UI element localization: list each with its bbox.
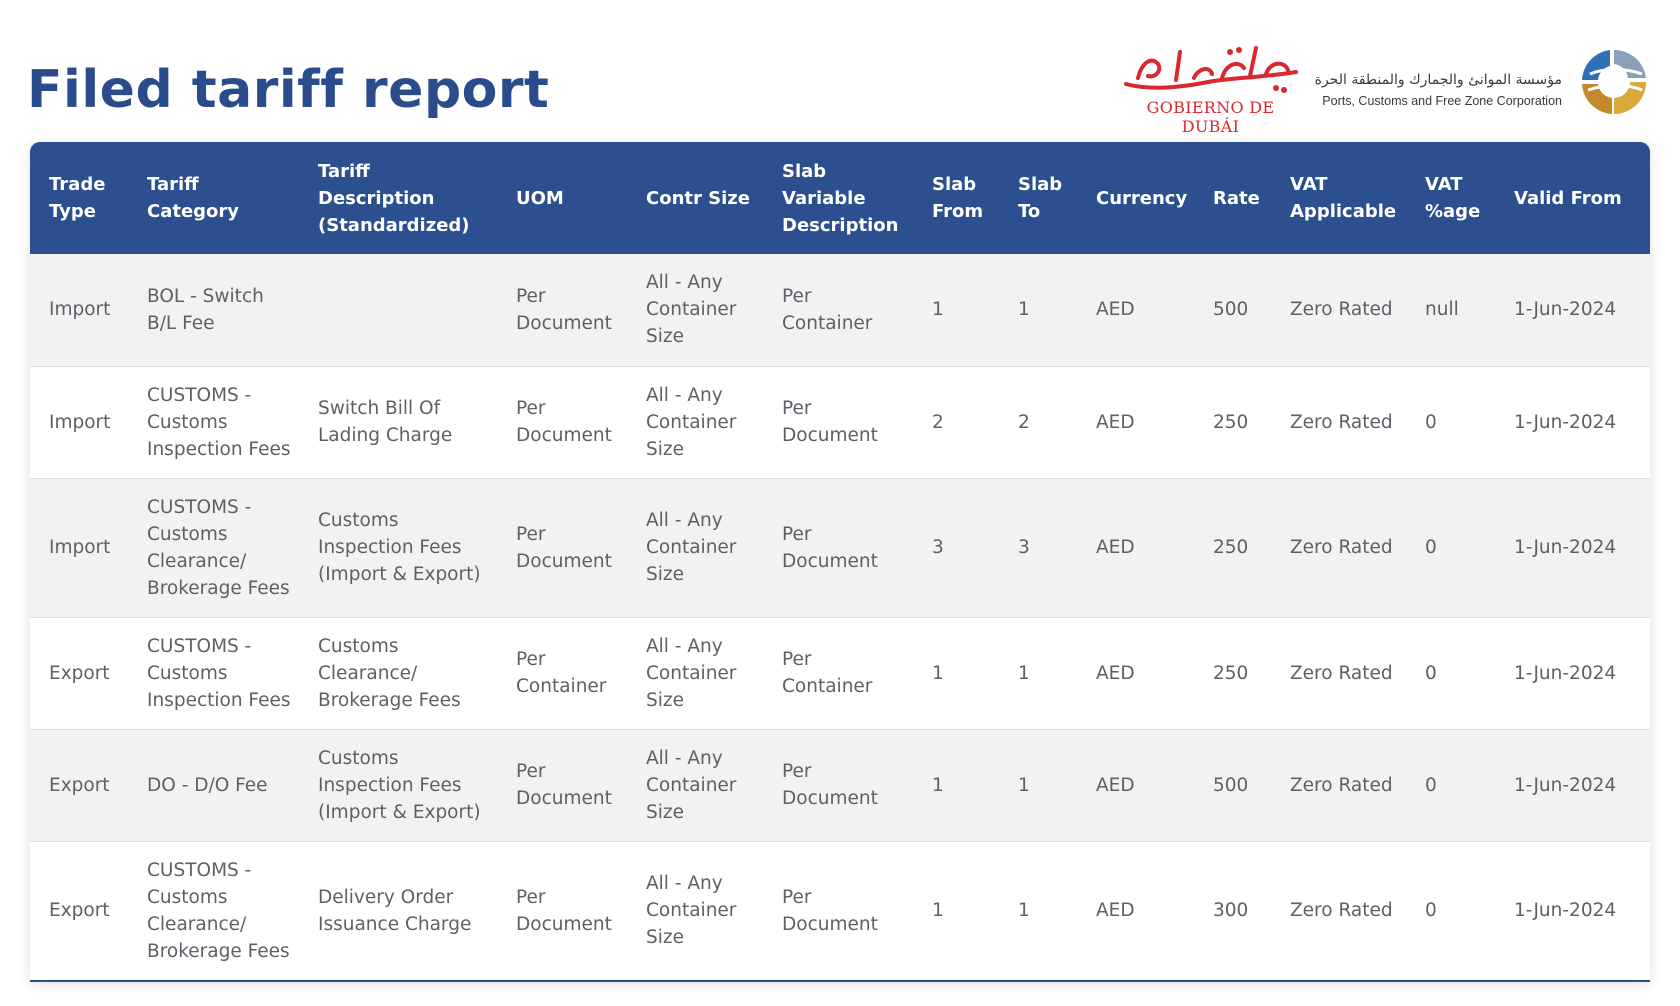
cell-valid-from: 1-Jun-2024 [1495,729,1650,841]
cell-valid-from: 1-Jun-2024 [1495,617,1650,729]
table-row [30,478,1650,617]
cell-vat-applicable: Zero Rated [1271,366,1406,478]
cell-vat-percentage: 0 [1425,900,1437,922]
cell-contr-size: All - Any Container Size [627,617,763,729]
cell-currency: AED [1077,254,1194,366]
cell-vat-percentage: 0 [1406,366,1495,478]
page-title: Filed tariff report [27,60,550,120]
cell-slab-variable-description: Per Document [763,478,913,617]
header-vat-percentage[interactable]: VAT %age [1425,174,1481,222]
tariff-table [30,142,1650,980]
table-row [30,254,1650,366]
cell-slab-to: 3 [999,478,1077,617]
cell-valid-from: 1-Jun-2024 [1495,366,1650,478]
cell-currency: AED [1096,900,1135,922]
cell-tariff-description: Switch Bill Of Lading Charge [299,366,497,478]
cell-slab-from: 2 [913,366,999,478]
tariff-table-card [30,142,1650,982]
cell-tariff-description: Customs Inspection Fees (Import & Export) [299,478,497,617]
dubai-government-logo [1118,38,1303,136]
cell-slab-from: 1 [913,729,999,841]
cell-slab-variable-description: Per Document [763,729,913,841]
cell-tariff-category: CUSTOMS - Customs Clearance/ Brokerage Fees [128,478,299,617]
header-valid-from[interactable]: Valid From [1514,187,1622,209]
cell-contr-size: All - Any Container Size [627,366,763,478]
cell-slab-variable-description: Per Container [763,254,913,366]
header-tariff-description[interactable]: Tariff Description (Standardized) [318,160,470,236]
cell-trade-type: Export [49,900,110,922]
cell-vat-percentage: 0 [1406,729,1495,841]
cell-currency: AED [1077,366,1194,478]
cell-slab-to: 1 [1018,900,1030,922]
pcfc-globe-icon [1576,44,1652,120]
pcfc-arabic-name: مؤسسة الموانئ والجمارك والمنطقة الحرة [1314,72,1562,88]
dubai-calligraphy-icon [1118,38,1303,98]
header-slab-variable-description[interactable]: Slab Variable Description [782,160,899,236]
header-rate[interactable]: Rate [1213,187,1260,209]
pcfc-english-name: Ports, Customs and Free Zone Corporation [1322,94,1562,108]
cell-slab-variable-description: Per Container [763,617,913,729]
table-row [30,366,1650,478]
cell-vat-percentage: 0 [1406,478,1495,617]
table-row [30,729,1650,841]
cell-uom: Per Container [497,617,627,729]
cell-trade-type: Export [30,617,128,729]
header-vat-applicable[interactable]: VAT Applicable [1290,174,1397,222]
cell-trade-type: Export [30,729,128,841]
cell-tariff-category: CUSTOMS - Customs Clearance/ Brokerage Fees [147,859,290,962]
header-tariff-category[interactable]: Tariff Category [147,174,240,222]
cell-contr-size: All - Any Container Size [627,729,763,841]
cell-slab-from: 1 [913,617,999,729]
cell-slab-from: 1 [932,900,944,922]
cell-slab-to: 2 [999,366,1077,478]
cell-contr-size: All - Any Container Size [646,873,737,949]
cell-currency: AED [1077,729,1194,841]
cell-rate: 250 [1194,478,1271,617]
table-row [30,617,1650,729]
header-uom[interactable]: UOM [516,187,564,209]
cell-uom: Per Document [497,254,627,366]
cell-tariff-category: DO - D/O Fee [128,729,299,841]
cell-uom: Per Document [497,478,627,617]
cell-vat-applicable: Zero Rated [1271,617,1406,729]
cell-uom: Per Document [497,729,627,841]
header-contr-size[interactable]: Contr Size [646,187,750,209]
table-header-row [30,142,1650,254]
cell-valid-from: 1-Jun-2024 [1495,254,1650,366]
cell-rate: 250 [1194,366,1271,478]
cell-uom: Per Document [497,366,627,478]
cell-slab-variable-description: Per Document [763,366,913,478]
header-trade-type[interactable]: Trade Type [49,174,106,222]
cell-uom: Per Document [516,886,612,935]
cell-rate: 250 [1194,617,1271,729]
cell-vat-applicable: Zero Rated [1271,729,1406,841]
cell-valid-from: 1-Jun-2024 [1495,478,1650,617]
cell-vat-percentage: 0 [1406,617,1495,729]
cell-rate: 500 [1194,254,1271,366]
cell-vat-percentage: null [1406,254,1495,366]
header-slab-from[interactable]: Slab From [932,174,984,222]
cell-slab-from: 3 [913,478,999,617]
cell-rate: 300 [1213,900,1249,922]
cell-vat-applicable: Zero Rated [1271,254,1406,366]
cell-tariff-description [299,254,497,366]
cell-slab-to: 1 [999,617,1077,729]
cell-trade-type: Import [30,254,128,366]
cell-valid-from: 1-Jun-2024 [1514,900,1617,922]
header-currency[interactable]: Currency [1096,187,1188,209]
cell-trade-type: Import [30,478,128,617]
cell-tariff-description: Customs Clearance/ Brokerage Fees [299,617,497,729]
cell-tariff-category: CUSTOMS - Customs Inspection Fees [128,617,299,729]
cell-tariff-category: BOL - Switch B/L Fee [128,254,299,366]
dubai-logo-text: GOBIERNO DE DUBÁI [1146,98,1275,136]
cell-trade-type: Import [30,366,128,478]
cell-slab-to: 1 [999,729,1077,841]
cell-tariff-category: CUSTOMS - Customs Inspection Fees [128,366,299,478]
cell-rate: 500 [1194,729,1271,841]
table-row [30,841,1650,980]
cell-contr-size: All - Any Container Size [627,478,763,617]
cell-slab-variable-description: Per Document [782,886,878,935]
cell-vat-applicable: Zero Rated [1290,900,1393,922]
cell-tariff-description: Delivery Order Issuance Charge [318,886,472,935]
cell-vat-applicable: Zero Rated [1271,478,1406,617]
header-slab-to[interactable]: Slab To [1018,174,1063,222]
cell-currency: AED [1077,478,1194,617]
cell-contr-size: All - Any Container Size [627,254,763,366]
pcfc-logo [1314,44,1652,120]
cell-tariff-description: Customs Inspection Fees (Import & Export) [299,729,497,841]
cell-slab-to: 1 [999,254,1077,366]
cell-slab-from: 1 [913,254,999,366]
cell-currency: AED [1077,617,1194,729]
